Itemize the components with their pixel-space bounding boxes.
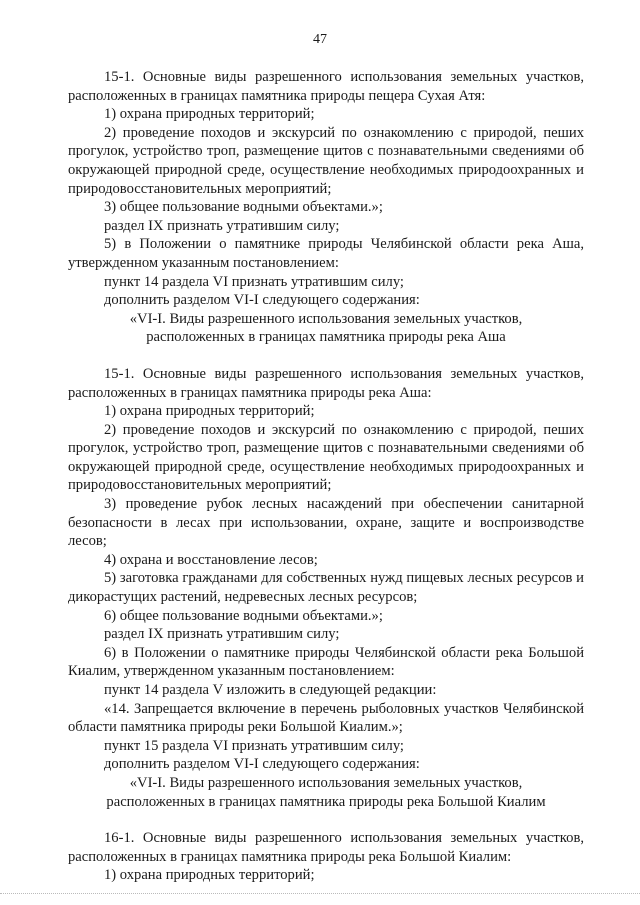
paragraph: раздел IX признать утратившим силу; [104, 626, 340, 643]
paragraph: 1) охрана природных территорий; [104, 867, 315, 884]
page-number: 47 [313, 32, 327, 47]
paragraph: 4) охрана и восстановление лесов; [104, 551, 318, 568]
paragraph: 2) проведение походов и экскурсий по ознакомлению с природой, пеших прогулок, устройство троп, размещение щитов с познавательными сведениями об окружающей природной среде, осуществление необходимых природоохранных и природовосстановительных мероприятий; [68, 124, 584, 197]
page-bottom-edge [0, 893, 640, 894]
paragraph: 5) заготовка гражданами для собственных нужд пищевых лесных ресурсов и дикорастущих растений, недревесных лесных ресурсов; [68, 570, 584, 606]
section-spacer [68, 811, 584, 829]
paragraph: 5) в Положении о памятнике природы Челябинской области река Аша, утвержденном указанным постановлением: [68, 236, 584, 271]
section-heading-line: «VI-I. Виды разрешенного использования земельных участков, [129, 774, 523, 791]
paragraph: 15-1. Основные виды разрешенного использования земельных участков, расположенных в границах памятника природы пещера Сухая Атя: [68, 69, 584, 104]
section-heading-line: «VI-I. Виды разрешенного использования земельных участков, [129, 310, 523, 327]
paragraph: пункт 15 раздела VI признать утратившим силу; [104, 737, 404, 754]
paragraph: 15-1. Основные виды разрешенного использования земельных участков, расположенных в границах памятника природы река Аша: [68, 365, 584, 401]
paragraph: 6) общее пользование водными объектами.»; [104, 607, 383, 624]
paragraph: раздел IX признать утратившим силу; [104, 217, 340, 234]
paragraph: 3) проведение рубок лесных насаждений при обеспечении санитарной безопасности в лесах при использовании, охране, защите и воспроизводстве лесов; [68, 496, 584, 550]
section-heading-line: расположенных в границах памятника природы река Аша [146, 329, 506, 346]
paragraph: пункт 14 раздела V изложить в следующей редакции: [104, 682, 437, 698]
paragraph: дополнить разделом VI-I следующего содержания: [104, 292, 420, 309]
paragraph: дополнить разделом VI-I следующего содержания: [104, 756, 420, 773]
paragraph: 6) в Положении о памятнике природы Челябинской области река Большой Киалим, утвержденном указанным постановлением: [68, 644, 584, 680]
paragraph: 1) охрана природных территорий; [104, 106, 315, 123]
paragraph: 1) охрана природных территорий; [104, 403, 315, 420]
paragraph: пункт 14 раздела VI признать утратившим силу; [104, 273, 404, 290]
section-heading-line: расположенных в границах памятника природы река Большой Киалим [106, 793, 546, 810]
document-body [68, 68, 584, 885]
paragraph: 16-1. Основные виды разрешенного использования земельных участков, расположенных в границах памятника природы река Большой Киалим: [68, 830, 584, 865]
section-spacer [68, 347, 584, 365]
paragraph: «14. Запрещается включение в перечень рыболовных участков Челябинской области памятника природы реки Большой Киалим.»; [68, 700, 584, 736]
paragraph: 3) общее пользование водными объектами.»; [104, 199, 383, 216]
paragraph: 2) проведение походов и экскурсий по ознакомлению с природой, пеших прогулок, устройство троп, размещение щитов с познавательными сведениями об окружающей природной среде, осуществление необходимых природоохранных и природовосстановительных мероприятий; [68, 421, 584, 494]
